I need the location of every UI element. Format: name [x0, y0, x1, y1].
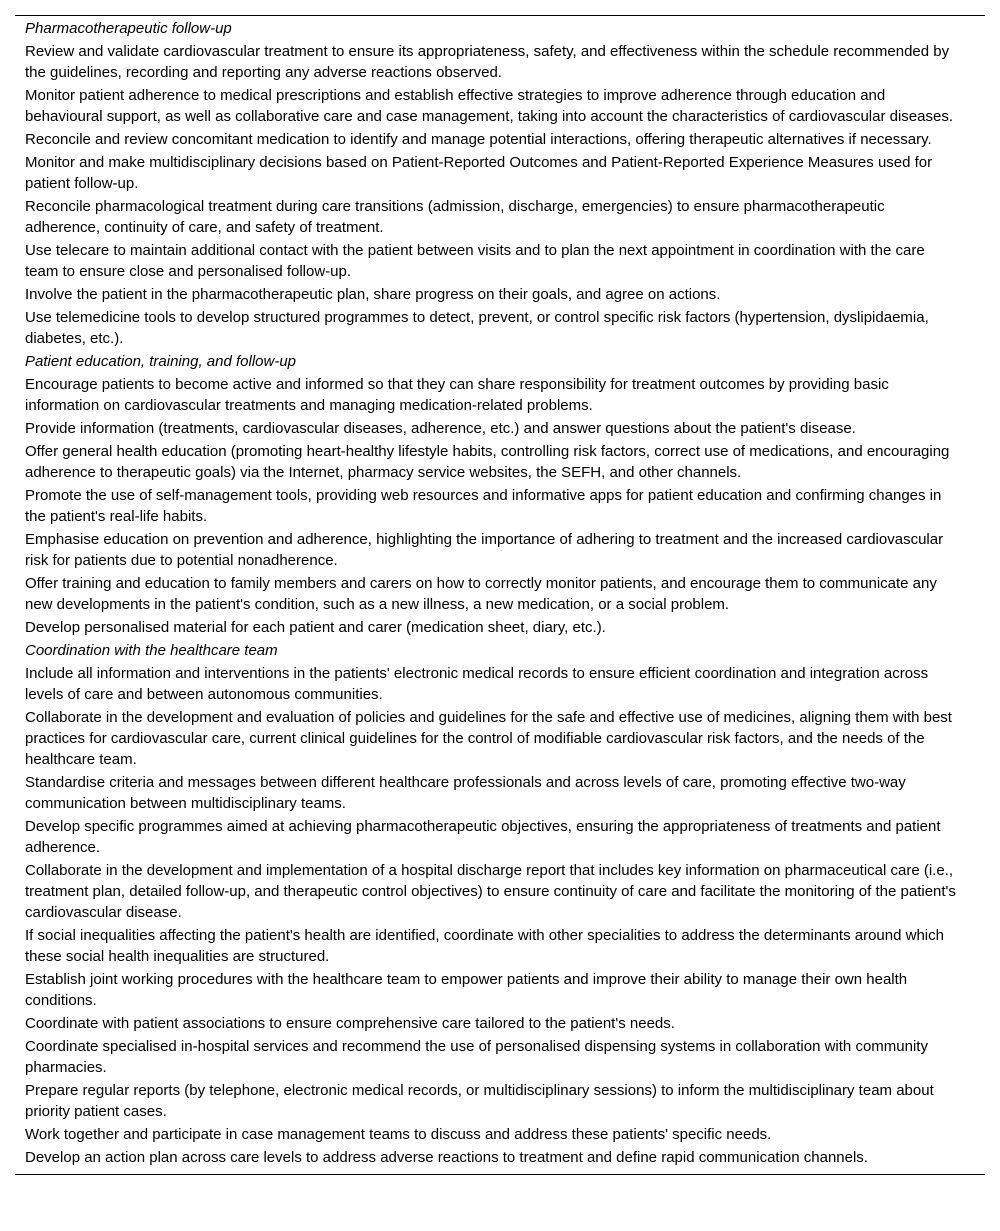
section-heading-coordination-with-healthcare-team: Coordination with the healthcare team [25, 642, 278, 659]
table-row: Coordinate with patient associations to ensure comprehensive care tailored to the patient's needs. [25, 1015, 675, 1032]
table-row: Monitor and make multidisciplinary decisions based on Patient-Reported Outcomes and Patient-Reported Experience Measures used for patient follow-up. [25, 154, 933, 192]
table-row: Develop personalised material for each patient and carer (medication sheet, diary, etc.). [25, 619, 606, 636]
table-row: Promote the use of self-management tools, providing web resources and informative apps for patient education and confirming changes in the patient's real-life habits. [25, 487, 942, 525]
table-row: Emphasise education on prevention and adherence, highlighting the importance of adhering to treatment and the increased cardiovascular risk for patients due to potential nonadherence. [25, 531, 944, 569]
table-row: If social inequalities affecting the patient's health are identified, coordinate with other specialities to address the determinants around which these social health inequalities are structured. [25, 927, 944, 965]
table-row: Develop an action plan across care levels to address adverse reactions to treatment and define rapid communication channels. [25, 1149, 868, 1166]
table-row: Reconcile and review concomitant medication to identify and manage potential interactions, offering therapeutic alternatives if necessary. [25, 131, 932, 148]
table-row: Establish joint working procedures with the healthcare team to empower patients and improve their ability to manage their own health conditions. [25, 971, 908, 1009]
table-row: Offer training and education to family members and carers on how to correctly monitor patients, and encourage them to communicate any new developments in the patient's condition, such as a new illness, a new medication, or a social problem. [25, 575, 937, 613]
table-row: Review and validate cardiovascular treatment to ensure its appropriateness, safety, and effectiveness within the schedule recommended by the guidelines, recording and reporting any adverse reactions observed. [25, 43, 950, 81]
section-heading-pharmacotherapeutic-follow-up: Pharmacotherapeutic follow-up [25, 20, 232, 37]
table-row: Reconcile pharmacological treatment during care transitions (admission, discharge, emergencies) to ensure pharmacotherapeutic adherence, continuity of care, and safety of treatment. [25, 198, 885, 236]
section-heading-patient-education: Patient education, training, and follow-up [25, 353, 297, 370]
table-row: Use telecare to maintain additional contact with the patient between visits and to plan the next appointment in coordination with the care team to ensure close and personalised follow-up. [25, 242, 925, 280]
table-row: Develop specific programmes aimed at achieving pharmacotherapeutic objectives, ensuring the appropriateness of treatments and patient adherence. [25, 818, 941, 856]
table-row: Monitor patient adherence to medical prescriptions and establish effective strategies to improve adherence through education and behavioural support, as well as collaborative care and case management, taking into account the characteristics of cardiovascular diseases. [25, 87, 954, 125]
table-row: Use telemedicine tools to develop structured programmes to detect, prevent, or control specific risk factors (hypertension, dyslipidaemia, diabetes, etc.). [25, 309, 929, 347]
table-row: Prepare regular reports (by telephone, electronic medical records, or multidisciplinary sessions) to inform the multidisciplinary team about priority patient cases. [25, 1082, 934, 1120]
activities-table [15, 15, 985, 1175]
table-row: Encourage patients to become active and informed so that they can share responsibility for treatment outcomes by providing basic information on cardiovascular treatments and managing medication-related problems. [25, 376, 889, 414]
table-row: Work together and participate in case management teams to discuss and address these patients' specific needs. [25, 1126, 772, 1143]
table-row: Collaborate in the development and implementation of a hospital discharge report that includes key information on pharmaceutical care (i.e., treatment plan, detailed follow-up, and therapeutic control objectives) to ensure continuity of care and facilitate the monitoring of the patient's cardiovascular disease. [25, 862, 956, 921]
table-row: Offer general health education (promoting heart-healthy lifestyle habits, controlling risk factors, correct use of medications, and encouraging adherence to therapeutic goals) via the Internet, pharmacy service websites, the SEFH, and other channels. [25, 443, 950, 481]
table-row: Collaborate in the development and evaluation of policies and guidelines for the safe and effective use of medicines, aligning them with best practices for cardiovascular care, current clinical guidelines for the control of modifiable cardiovascular risk factors, and the needs of the healthcare team. [25, 709, 952, 768]
table-row: Provide information (treatments, cardiovascular diseases, adherence, etc.) and answer questions about the patient's disease. [25, 420, 856, 437]
table-row: Include all information and interventions in the patients' electronic medical records to ensure efficient coordination and integration across levels of care and between autonomous communities. [25, 665, 929, 703]
table-row: Standardise criteria and messages between different healthcare professionals and across levels of care, promoting effective two-way communication between multidisciplinary teams. [25, 774, 906, 812]
table-row: Involve the patient in the pharmacotherapeutic plan, share progress on their goals, and agree on actions. [25, 286, 721, 303]
table-row: Coordinate specialised in-hospital services and recommend the use of personalised dispensing systems in collaboration with community pharmacies. [25, 1038, 928, 1076]
